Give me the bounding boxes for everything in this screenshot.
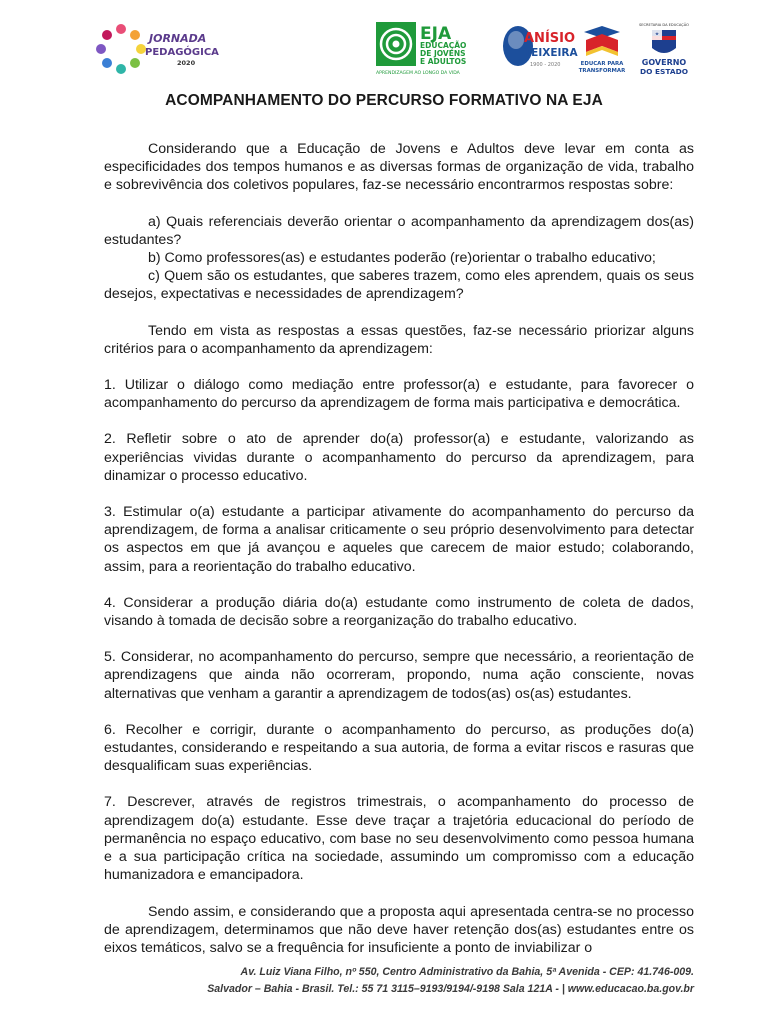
eja-acronym: EJA: [420, 24, 452, 44]
eja-line1: EDUCAÇÃO: [420, 41, 467, 50]
anisio-years: 1900 - 2020: [530, 62, 561, 68]
jornada-line1: JORNADA: [149, 32, 207, 45]
educar-line2: TRANSFORMAR: [578, 68, 626, 74]
eja-line2: DE JOVENS: [420, 49, 466, 58]
criterion-item-5: 5. Considerar, no acompanhamento do percurso, sempre que necessário, a reorientação de aprendizagens que ainda não ocorreram, propondo, numa ação consciente, novas alternativas que venham a garantir a aprendizagem de todos(as) os(as) estudantes.: [104, 649, 694, 702]
anisio-line1: ANÍSIO: [524, 31, 576, 46]
page-footer: [0, 964, 694, 998]
criterion-item-4: 4. Considerar a produção diária do(a) estudante como instrumento de coleta de dados, visando à tomada de decisão sobre a reorganização do trabalho educativo.: [104, 594, 694, 630]
footer-address: Av. Luiz Viana Filho, nº 550, Centro Administrativo da Bahia, 5ª Avenida - CEP: 41.746-009.: [240, 966, 694, 978]
page-title: ACOMPANHAMENTO DO PERCURSO FORMATIVO NA EJA: [165, 92, 603, 109]
jornada-year: 2020: [177, 59, 196, 67]
criteria-intro-paragraph: Tendo em vista as respostas a essas questões, faz-se necessário priorizar alguns critérios para o acompanhamento da aprendizagem:: [104, 322, 694, 357]
page-header: [0, 0, 768, 90]
jornada-pedagogica-logo: [95, 18, 235, 80]
eja-tagline: APRENDIZAGEM AO LONGO DA VIDA: [376, 71, 460, 76]
gov-dept: SECRETARIA DA EDUCAÇÃO: [639, 23, 689, 27]
criterion-item-7: 7. Descrever, através de registros trimestrais, o acompanhamento do processo de aprendizagem do(a) estudante. Esse deve traçar a trajetória educacional do período de permanência no espaço educativo, com base no seu desenvolvimento como pessoa humana e a sua participação crítica na sociedade, assumindo um compromisso com a educação humanizadora e emancipadora.: [104, 794, 694, 884]
criterion-item-3: 3. Estimular o(a) estudante a participar ativamente do acompanhamento do percurso da aprendizagem, de forma a analisar criticamente o seu próprio desenvolvimento para detectar os aspectos em que já avançou e aqueles que carecem de maior estudo; colaborando, assim, para a reorientação do trabalho educativo.: [104, 504, 694, 575]
anisio-line2: TEIXEIRA: [524, 47, 578, 59]
closing-paragraph: Sendo assim, e considerando que a proposta aqui apresentada centra-se no processo de aprendizagem, determinamos que não deve haver retenção dos(as) estudantes entre os eixos temáticos, salvo se a frequência for insuficiente a ponto de inviabilizar o: [104, 903, 694, 956]
educar-para-transformar-logo: [578, 22, 626, 74]
criterion-item-1: 1. Utilizar o diálogo como mediação entre professor(a) e estudante, para favorecer o acompanhamento do percurso da aprendizagem de forma mais participativa e democrática.: [104, 377, 694, 412]
criterion-item-2: 2. Refletir sobre o ato de aprender do(a) professor(a) e estudante, valorizando as experiências vividas durante o acompanhamento do percurso da aprendizagem, para dinamizar o processo educativo.: [104, 431, 694, 484]
document-body: [104, 140, 694, 957]
footer-contact: Salvador – Bahia - Brasil. Tel.: 55 71 3115–9193/9194/-9198 Sala 121A - | www.educacao.ba.gov.br: [207, 983, 694, 995]
intro-paragraph: Considerando que a Educação de Jovens e Adultos deve levar em conta as especificidades dos tempos humanos e as diversas formas de organização de vida, trabalho e sobrevivência dos coletivos populares, faz-se necessário encontrarmos respostas sobre:: [104, 141, 694, 194]
eja-logo: [376, 22, 498, 76]
question-a: a) Quais referenciais deverão orientar o acompanhamento da aprendizagem dos(as) estudantes?: [104, 213, 694, 248]
educar-line1: EDUCAR PARA: [580, 61, 624, 67]
criterion-item-6: 6. Recolher e corrigir, durante o acompanhamento do percurso, as produções do(a) estudantes, considerando e respeitando a sua autoria, de forma a evitar riscos e rasuras que desqualificam suas experiências.: [104, 721, 694, 775]
gov-line1: GOVERNO: [641, 58, 687, 67]
jornada-line2: PEDAGÓGICA: [145, 47, 219, 58]
eja-line3: E ADULTOS: [420, 57, 467, 66]
question-c: c) Quem são os estudantes, que saberes trazem, como eles aprendem, quais os seus desejos, expectativas e necessidades de aprendizagem?: [104, 268, 694, 303]
gov-line2: DO ESTADO: [640, 67, 688, 76]
question-b: b) Como professores(as) e estudantes poderão (re)orientar o trabalho educativo;: [148, 250, 656, 267]
governo-do-estado-logo: [636, 20, 692, 76]
anisio-teixeira-logo: [500, 20, 578, 76]
